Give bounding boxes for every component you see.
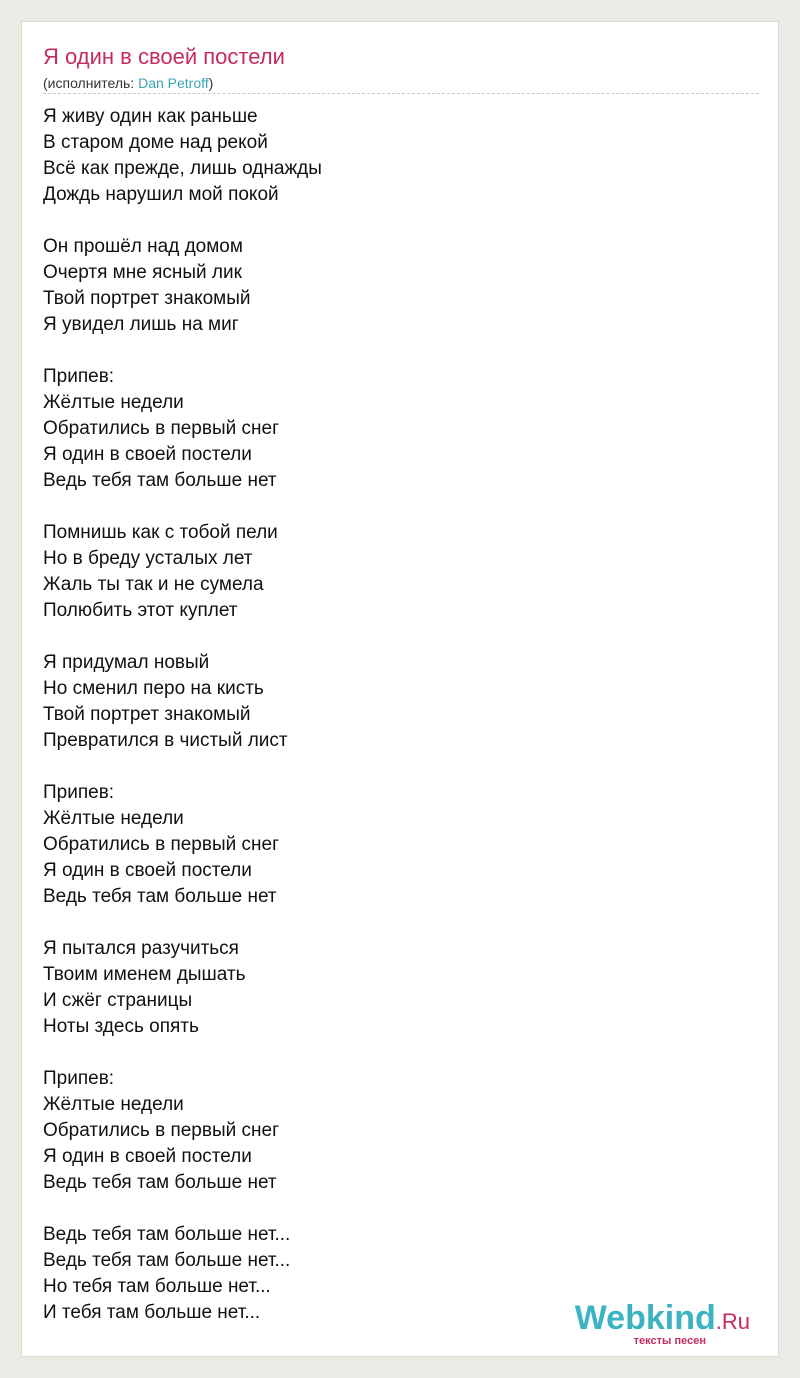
lyrics-line: Я живу один как раньше [43,106,258,127]
lyrics-line: Твой портрет знакомый [43,288,251,309]
lyrics-stanza [43,1066,322,1196]
lyrics-line: Но в бреду усталых лет [43,548,253,569]
lyrics-line: Припев: [43,782,115,803]
lyrics-line: Ведь тебя там больше нет [43,886,277,907]
lyrics-line: Ведь тебя там больше нет... [43,1224,291,1245]
lyrics-stanza [43,520,322,624]
lyrics-line: Обратились в первый снег [43,418,279,439]
lyrics-line: Я один в своей постели [43,444,252,465]
lyrics-body [43,104,322,1326]
lyrics-line: Но сменил перо на кисть [43,678,264,699]
artist-suffix: ) [208,75,214,91]
lyrics-line: Очертя мне ясный лик [43,262,242,283]
lyrics-stanza [43,1222,322,1326]
artist-link[interactable]: Dan Petroff [138,75,209,91]
lyrics-stanza [43,936,322,1040]
lyrics-line: Помнишь как с тобой пели [43,522,278,543]
logo-main-text: Webkind [574,1299,716,1337]
lyrics-line: Полюбить этот куплет [43,600,238,621]
lyrics-line: И сжёг страницы [43,990,193,1011]
lyrics-line: Твоим именем дышать [43,964,246,985]
lyrics-line: Дождь нарушил мой покой [43,184,279,205]
lyrics-stanza [43,104,322,208]
title-divider [43,93,759,94]
artist-line [43,74,213,92]
lyrics-card [21,21,779,1357]
logo-tagline: тексты песен [633,1335,706,1347]
lyrics-line: Превратился в чистый лист [43,730,288,751]
lyrics-stanza [43,780,322,910]
lyrics-line: Ноты здесь опять [43,1016,199,1037]
lyrics-line: Жёлтые недели [43,392,184,413]
lyrics-line: Жёлтые недели [43,808,184,829]
lyrics-line: Ведь тебя там больше нет... [43,1250,291,1271]
lyrics-line: Ведь тебя там больше нет [43,470,277,491]
lyrics-line: Я пытался разучиться [43,938,239,959]
lyrics-line: Я увидел лишь на миг [43,314,239,335]
lyrics-line: Я один в своей постели [43,1146,252,1167]
lyrics-line: Обратились в первый снег [43,834,279,855]
lyrics-line: Жаль ты так и не сумела [43,574,264,595]
lyrics-stanza [43,364,322,494]
lyrics-line: Ведь тебя там больше нет [43,1172,277,1193]
site-logo[interactable] [575,1300,750,1346]
lyrics-line: Я придумал новый [43,652,210,673]
lyrics-line: Припев: [43,366,115,387]
lyrics-line: Твой портрет знакомый [43,704,251,725]
artist-prefix: (исполнитель: [43,75,139,91]
lyrics-line: Но тебя там больше нет... [43,1276,271,1297]
lyrics-line: Припев: [43,1068,115,1089]
logo-suffix: .Ru [715,1309,750,1334]
lyrics-stanza [43,650,322,754]
lyrics-line: Обратились в первый снег [43,1120,279,1141]
lyrics-line: Я один в своей постели [43,860,252,881]
lyrics-line: Жёлтые недели [43,1094,184,1115]
lyrics-line: Всё как прежде, лишь однажды [43,158,322,179]
lyrics-line: Он прошёл над домом [43,236,243,257]
lyrics-stanza [43,234,322,338]
song-title: Я один в своей постели [43,44,285,69]
lyrics-line: В старом доме над рекой [43,132,268,153]
logo-wordmark [575,1300,750,1340]
lyrics-line: И тебя там больше нет... [43,1302,261,1323]
